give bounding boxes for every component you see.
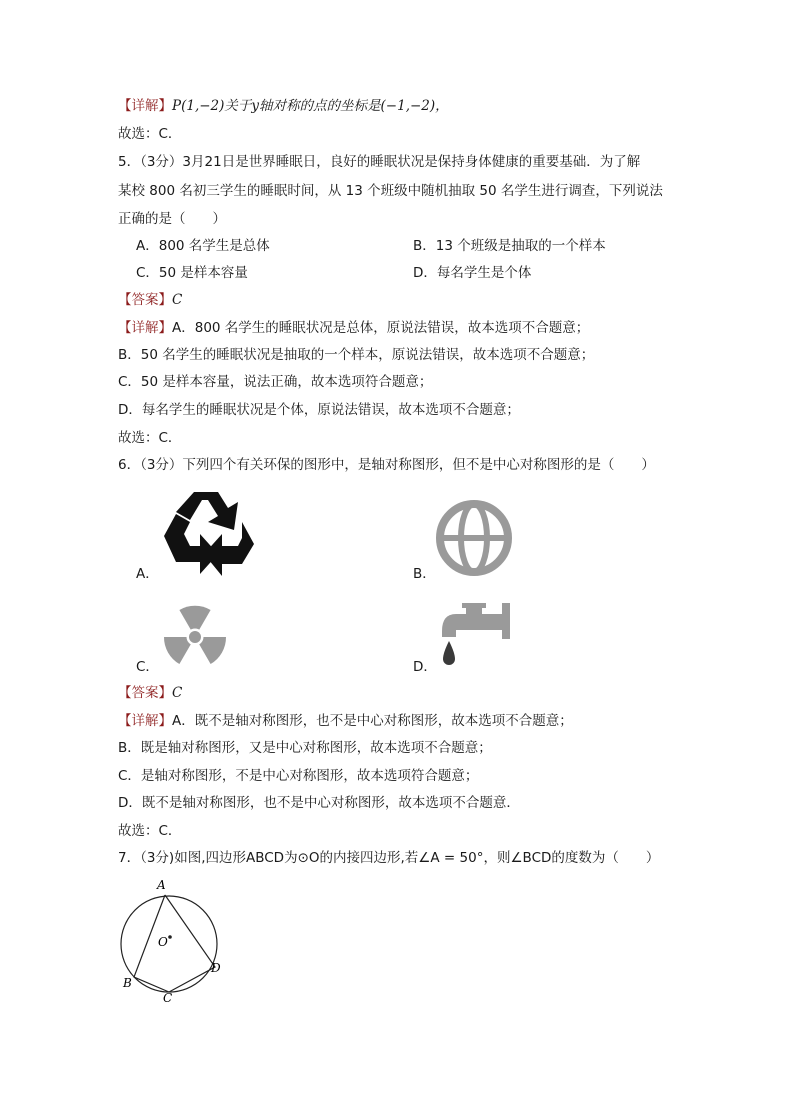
label-d: D (211, 961, 221, 975)
q4-detail-line (118, 96, 449, 116)
radiation-icon (163, 605, 227, 669)
q5-answer-value: C (172, 292, 183, 308)
label-o: O (158, 935, 168, 949)
q6-detail-line-1 (118, 711, 573, 731)
globe-icon (434, 498, 514, 578)
label-b: B (123, 976, 132, 990)
label-a: A (157, 878, 166, 892)
q6-stem: 6．（3分）下列四个有关环保的图形中，是轴对称图形，但不是中心对称图形的是（ ） (118, 457, 655, 473)
q5-detail-line-3: C．50 是样本容量，说法正确，故本选项符合题意； (118, 374, 433, 390)
q6-option-b-label: B． (413, 566, 436, 582)
q5-detail-line-2: B．50 名学生的睡眠状况是抽取的一个样本，原说法错误，故本选项不合题意； (118, 347, 595, 363)
q6-detail-line-2: B．既是轴对称图形，又是中心对称图形，故本选项不合题意； (118, 740, 492, 756)
q5-detail-text-1: A．800 名学生的睡眠状况是总体，原说法错误，故本选项不合题意； (172, 320, 590, 336)
q6-option-a-label: A． (136, 566, 159, 582)
q6-detail-line-3: C．是轴对称图形，不是中心对称图形，故本选项符合题意； (118, 768, 479, 784)
q6-option-c-label: C． (136, 659, 159, 675)
q6-option-d-label: D． (413, 659, 437, 675)
q5-detail-line-1 (118, 318, 589, 338)
inscribed-quadrilateral-diagram (112, 874, 232, 1006)
q5-stem-line-3: 正确的是（ ） (118, 211, 226, 227)
detail-tag: 【详解】 (118, 713, 172, 729)
q6-detail-text-1: A．既不是轴对称图形，也不是中心对称图形，故本选项不合题意； (172, 713, 573, 729)
faucet-icon (436, 601, 516, 671)
q5-option-a: A．800 名学生是总体 (136, 238, 270, 254)
q5-detail-line-4: D．每名学生的睡眠状况是个体，原说法错误，故本选项不合题意； (118, 402, 520, 418)
q5-option-d: D．每名学生是个体 (413, 265, 532, 281)
q5-option-c: C．50 是样本容量 (136, 265, 248, 281)
q5-option-b: B．13 个班级是抽取的一个样本 (413, 238, 606, 254)
q6-answer-value: C (172, 685, 183, 701)
answer-tag: 【答案】 (118, 685, 172, 701)
answer-tag: 【答案】 (118, 292, 172, 308)
recycle-icon (160, 486, 256, 578)
detail-tag: 【详解】 (118, 320, 172, 336)
q6-choose: 故选：C． (118, 823, 182, 839)
q4-detail-text: P(1,−2)关于y轴对称的点的坐标是(−1,−2)， (172, 98, 449, 114)
q6-answer-line (118, 683, 182, 703)
q4-choose: 故选：C． (118, 126, 182, 142)
detail-tag: 【详解】 (118, 98, 172, 114)
q7-stem: 7．（3分)如图,四边形ABCD为⊙O的内接四边形,若∠A = 50°，则∠BCD的度数为（ ） (118, 850, 660, 866)
q5-stem-line-2: 某校 800 名初三学生的睡眠时间，从 13 个班级中随机抽取 50 名学生进行调查，下列说法 (118, 183, 663, 199)
q5-stem-line-1: 5．（3分）3月21日是世界睡眠日，良好的睡眠状况是保持身体健康的重要基础．为了解 (118, 154, 641, 170)
q5-choose: 故选：C． (118, 430, 182, 446)
q5-answer-line (118, 290, 182, 310)
q6-detail-line-4: D．既不是轴对称图形，也不是中心对称图形，故本选项不合题意． (118, 795, 520, 811)
label-c: C (163, 991, 173, 1005)
